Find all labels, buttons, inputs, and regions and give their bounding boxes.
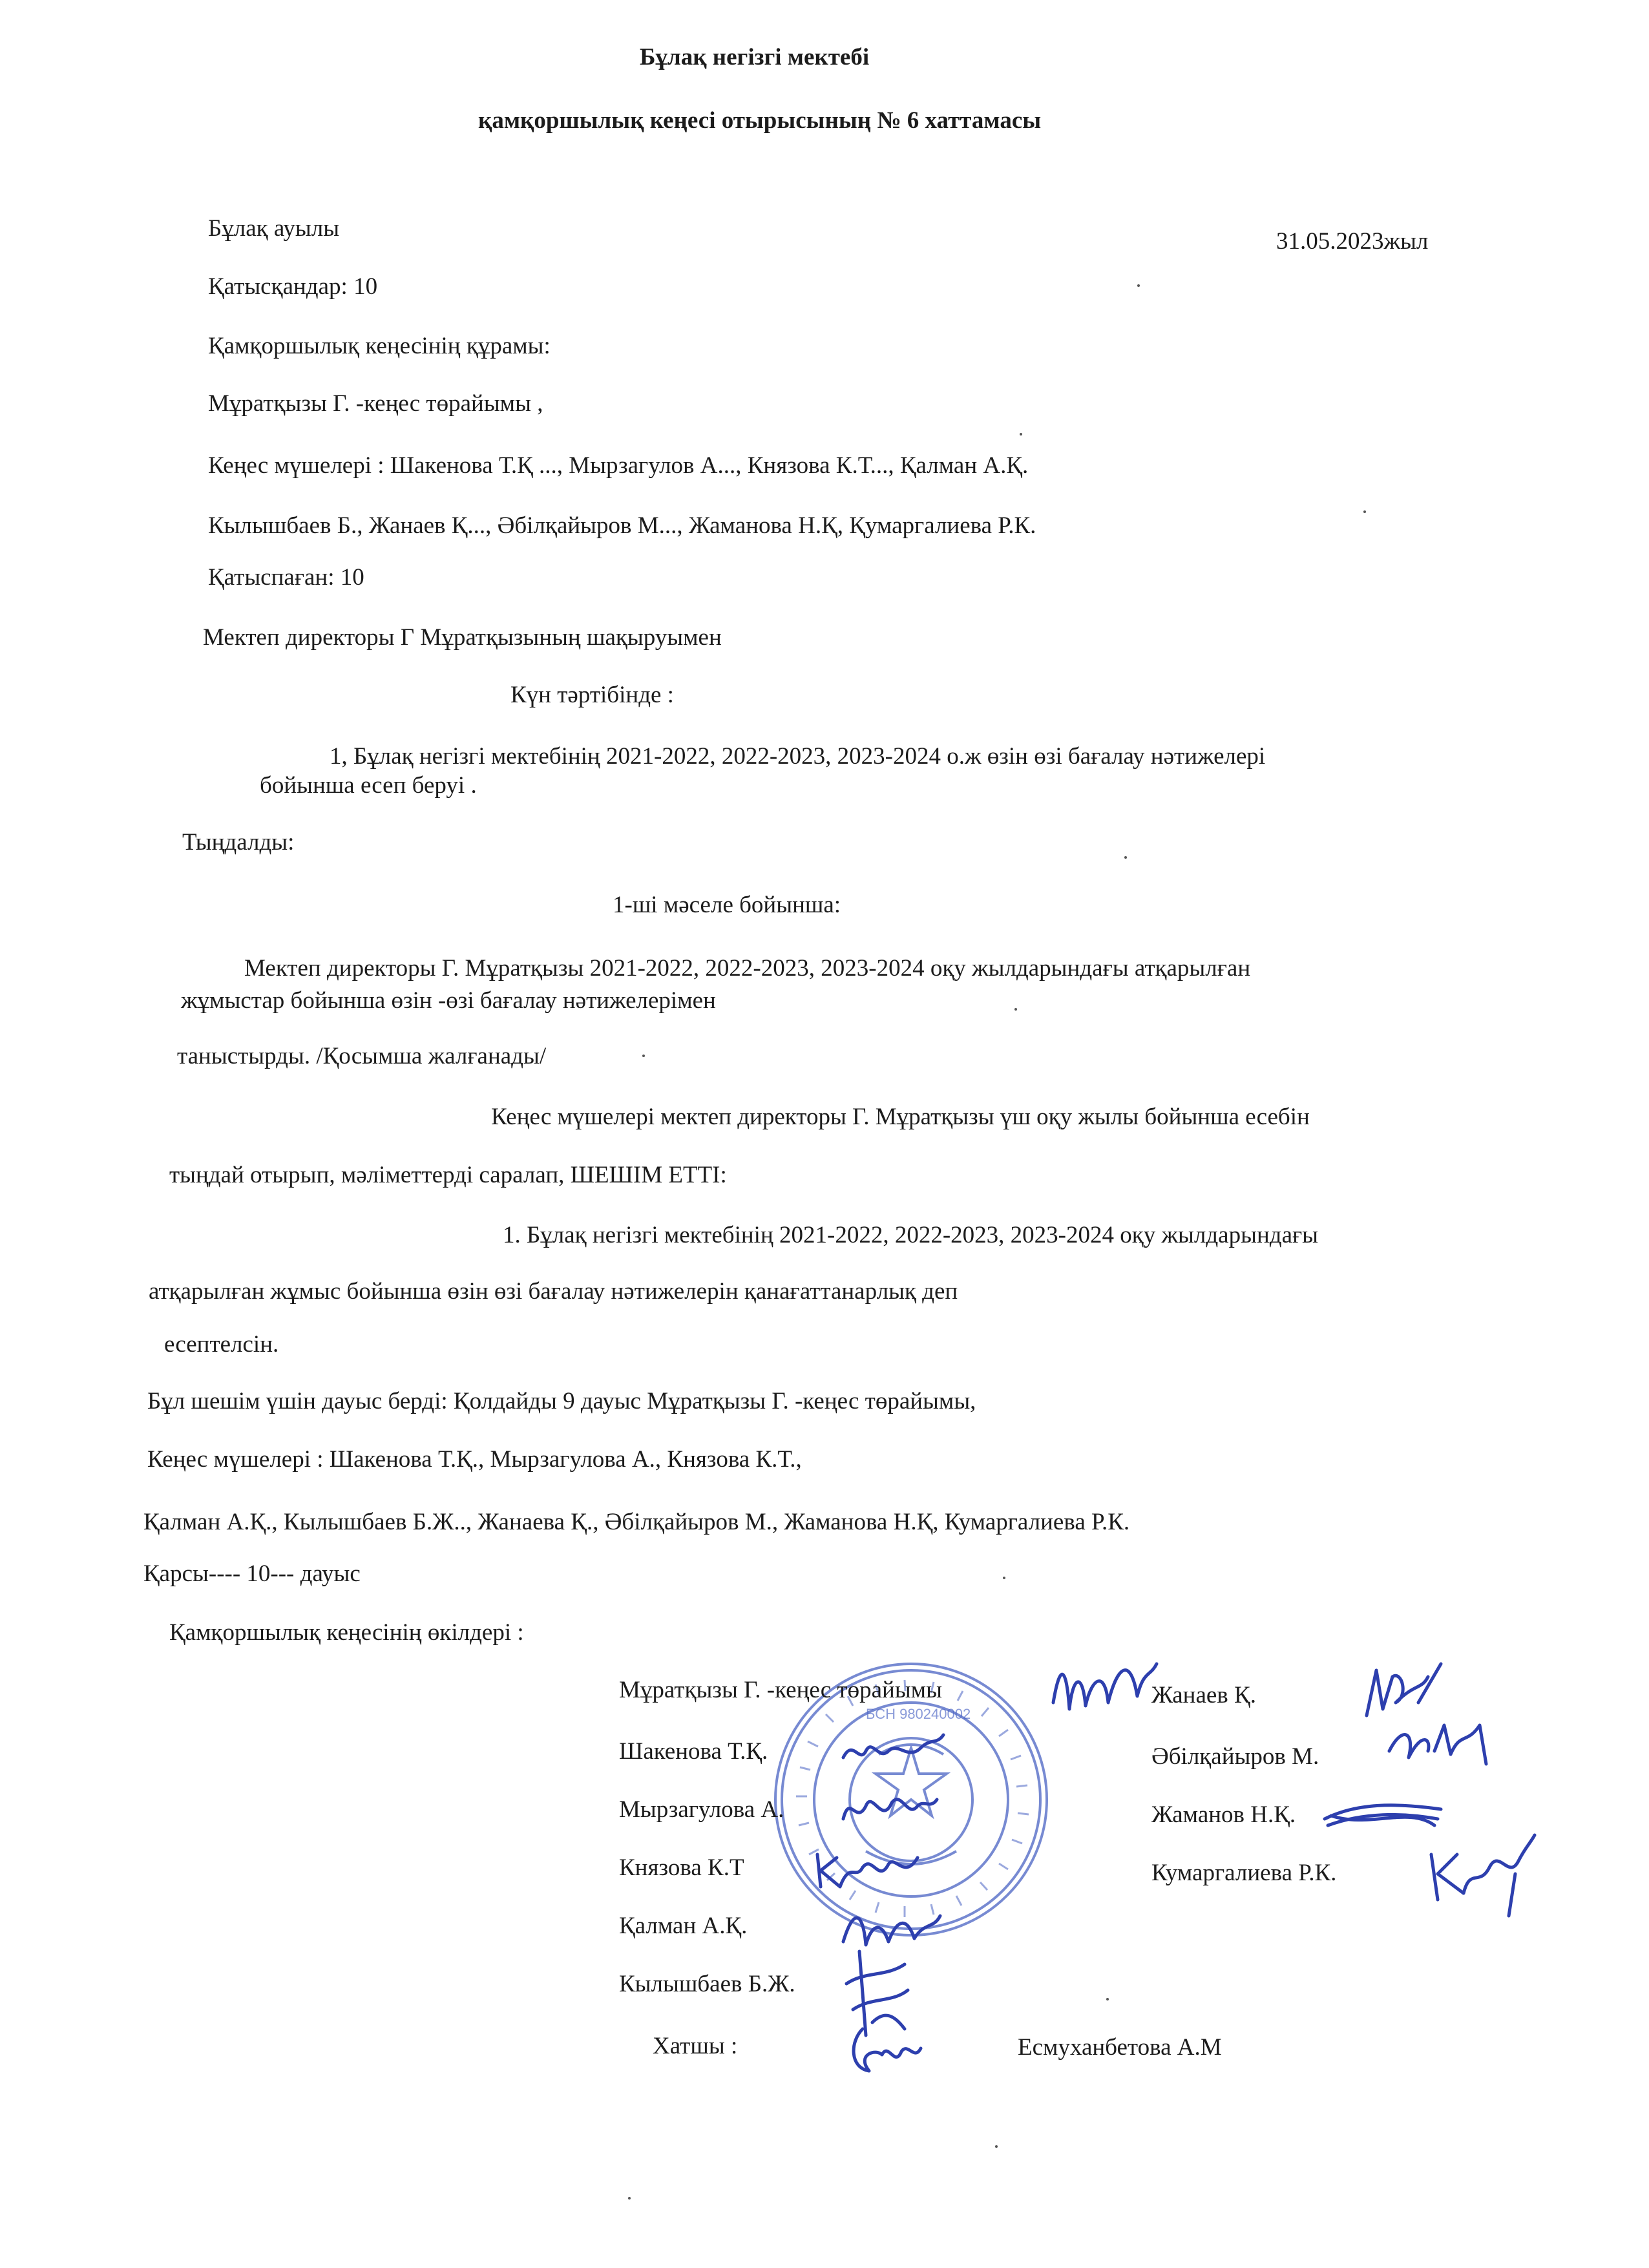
signer-abilkaiyrov: Әбілқайыров М. — [1151, 1743, 1319, 1770]
scan-speck — [1106, 1998, 1109, 2000]
signature-chair — [1047, 1651, 1163, 1728]
signature-abilkaiyrov — [1383, 1712, 1493, 1777]
signer-knyazova: Князова К.Т — [619, 1854, 744, 1881]
signer-myrzagulova: Мырзагулова А. — [619, 1796, 784, 1823]
decision-point-1-cont: атқарылған жұмыс бойынша өзін өзі бағалау нәтижелерін қанағаттанарлық деп — [149, 1278, 958, 1305]
signer-chair: Мұратқызы Г. -кеңес төрайымы — [619, 1677, 942, 1703]
agenda-heading: Күн тәртібінде : — [510, 682, 674, 708]
agenda-item-1-cont: бойынша есеп беруі . — [260, 772, 477, 799]
members-line-1: Кеңес мүшелері : Шакенова Т.Қ ..., Мырзагулов А..., Князова К.Т..., Қалман А.Қ. — [208, 452, 1029, 479]
signer-kylyshbaev: Кылышбаев Б.Ж. — [619, 1971, 795, 1997]
vote-members-2: Қалман А.Қ., Кылышбаев Б.Ж.., Жанаева Қ., Әбілқайыров М., Жаманова Н.Қ, Кумаргалиева Р.К. — [143, 1509, 1130, 1535]
agenda-item-1: 1, Бұлақ негізгі мектебінің 2021-2022, 2022-2023, 2023-2024 о.ж өзін өзі бағалау нәтижелері — [330, 743, 1266, 770]
place: Бұлақ ауылы — [208, 215, 340, 242]
listened-label: Тыңдалды: — [182, 829, 295, 856]
invitation-line: Мектеп директоры Г Мұратқызының шақыруымен — [203, 624, 722, 651]
scan-speck — [1020, 433, 1022, 436]
listened-text-2: жұмыстар бойынша өзін -өзі бағалау нәтижелерімен — [181, 987, 716, 1014]
scan-speck — [1137, 284, 1140, 287]
listened-text-1: Мектеп директоры Г. Мұратқызы 2021-2022, 2022-2023, 2023-2024 оқу жылдарындағы атқарылған — [244, 955, 1251, 982]
signature-myrzagulova — [837, 1780, 940, 1838]
signer-zhanaev: Жанаев Қ. — [1151, 1682, 1256, 1708]
scan-speck — [1003, 1577, 1005, 1579]
issue-heading: 1-ші мәселе бойынша: — [613, 892, 841, 918]
scan-speck — [995, 2145, 998, 2148]
listened-text-3: таныстырды. /Қосымша жалғанады/ — [177, 1043, 547, 1069]
scan-speck — [628, 2197, 631, 2200]
signatures-heading: Қамқоршылық кеңесінің өкілдері : — [169, 1619, 524, 1646]
signature-knyazova — [811, 1842, 927, 1900]
scan-speck — [1124, 856, 1127, 859]
decision-point-1-end: есептелсін. — [164, 1331, 279, 1358]
signature-zhamanov — [1318, 1796, 1447, 1835]
signer-zhamanov: Жаманов Н.Қ. — [1151, 1801, 1296, 1828]
scan-speck — [642, 1055, 645, 1057]
absent-count: Қатыспаған: 10 — [208, 564, 364, 591]
council-composition: Қамқоршылық кеңесінің құрамы: — [208, 333, 551, 359]
chairperson: Мұратқызы Г. -кеңес төрайымы , — [208, 390, 543, 417]
members-line-2: Кылышбаев Б., Жанаев Қ..., Әбілқайыров М..., Жаманова Н.Қ, Қумаргалиева Р.К. — [208, 512, 1036, 539]
scan-speck — [1014, 1008, 1017, 1011]
signature-secretary — [843, 2016, 927, 2081]
signature-kumargalieva — [1418, 1835, 1541, 1919]
protocol-title: қамқоршылық кеңесі отырысының № 6 хаттамасы — [478, 107, 1042, 134]
signer-shakenova: Шакенова Т.Қ. — [619, 1738, 768, 1765]
decision-intro-2: тыңдай отырып, мәліметтерді саралап, ШЕШІМ ЕТТІ: — [169, 1162, 727, 1188]
attended-count: Қатысқандар: 10 — [208, 273, 378, 300]
svg-text:БСН 980240002: БСН 980240002 — [866, 1706, 971, 1722]
secretary-name: Есмуханбетова А.М — [1018, 2034, 1222, 2061]
vote-members-1: Кеңес мүшелері : Шакенова Т.Қ., Мырзагулова А., Князова К.Т., — [147, 1446, 802, 1473]
date: 31.05.2023жыл — [1276, 228, 1429, 255]
signer-kalman: Қалман А.Қ. — [619, 1913, 748, 1939]
scan-speck — [1363, 510, 1366, 513]
vote-for: Бұл шешім үшін дауыс берді: Қолдайды 9 дауыс Мұратқызы Г. -кеңес төрайымы, — [147, 1388, 976, 1414]
decision-point-1: 1. Бұлақ негізгі мектебінің 2021-2022, 2022-2023, 2023-2024 оқу жылдарындағы — [503, 1222, 1319, 1248]
school-name: Бұлақ негізгі мектебі — [640, 44, 870, 70]
secretary-label: Хатшы : — [653, 2033, 738, 2059]
signature-shakenova — [837, 1725, 947, 1777]
decision-intro-1: Кеңес мүшелері мектеп директоры Г. Мұратқызы үш оқу жылы бойынша есебін — [491, 1104, 1310, 1130]
signer-kumargalieva: Кумаргалиева Р.К. — [1151, 1860, 1337, 1886]
vote-against: Қарсы---- 10--- дауыс — [143, 1560, 361, 1587]
